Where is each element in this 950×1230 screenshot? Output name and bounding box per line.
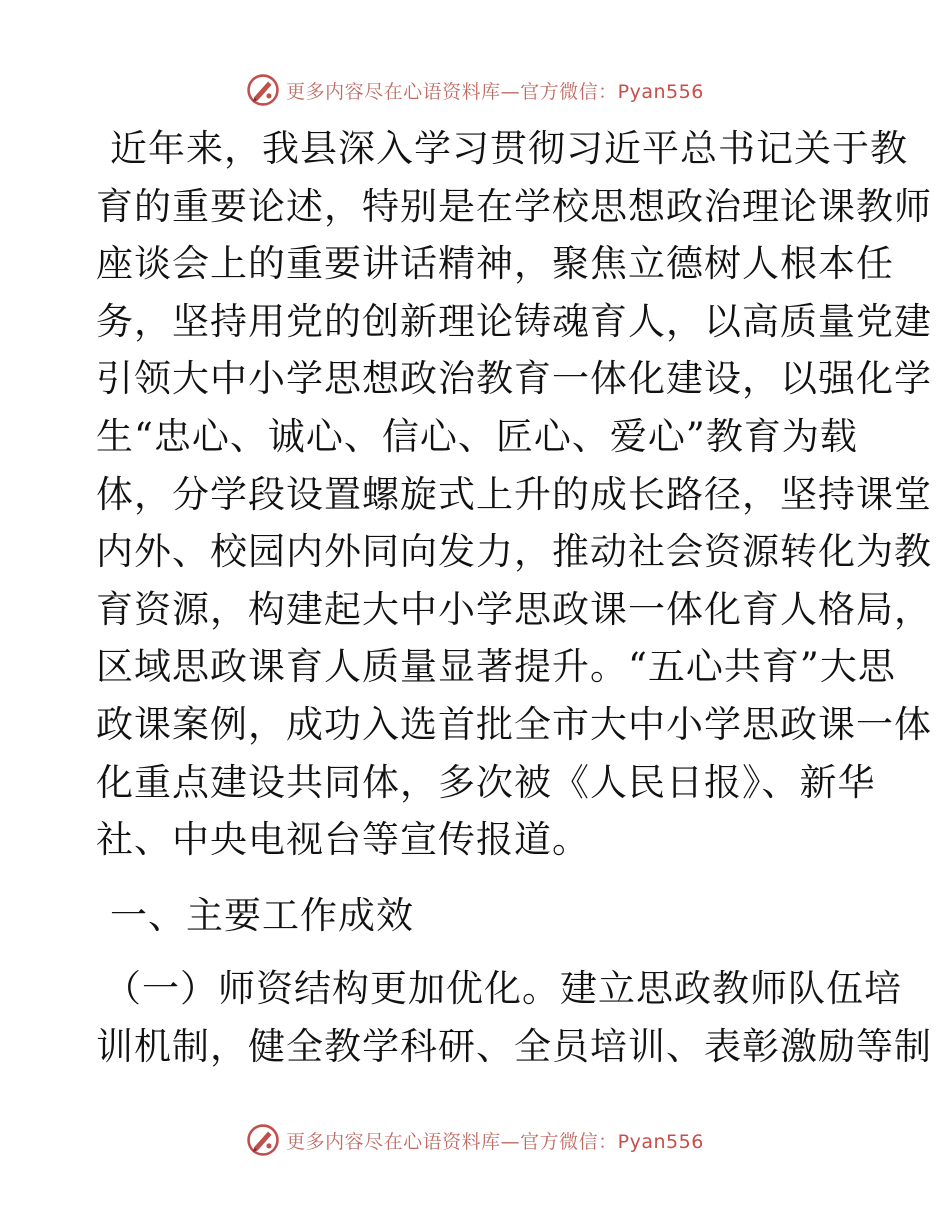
document-body (96, 120, 932, 1076)
watermark-text: 更多内容尽在心语资料库—官方微信：Pyan556 (286, 1130, 704, 1153)
paragraph-line: 引领大中小学思想政治教育一体化建设，以强化学 (96, 357, 932, 401)
pen-logo-icon (246, 73, 280, 107)
paragraph-line: 化重点建设共同体，多次被《人民日报》、新华 (96, 760, 876, 804)
paragraph-line: 近年来，我县深入学习贯彻习近平总书记关于教 (110, 127, 908, 170)
paragraph-line: （一）师资结构更加优化。建立思政教师队伍培 (104, 967, 902, 1011)
paragraph-line: 社、中央电视台等宣传报道。 (96, 818, 590, 862)
paragraph-line: 务，坚持用党的创新理论铸魂育人，以高质量党建 (96, 299, 932, 343)
header-watermark (0, 70, 950, 110)
paragraph-line: 育资源，构建起大中小学思政课一体化育人格局， (96, 587, 932, 631)
pen-logo-icon (246, 1123, 280, 1157)
paragraph-line: 座谈会上的重要讲话精神，聚焦立德树人根本任 (96, 242, 894, 286)
section-heading: 一、主要工作成效 (110, 893, 414, 937)
section-paragraph (96, 960, 932, 1075)
paragraph-line: 内外、校园内外同向发力，推动社会资源转化为教 (96, 530, 932, 574)
paragraph-line: 区域思政课育人质量显著提升。“五心共育”大思 (96, 645, 896, 689)
intro-paragraph (96, 120, 932, 869)
paragraph-line: 生“忠心、诚心、信心、匠心、爱心”教育为载 (96, 414, 858, 458)
paragraph-line: 政课案例，成功入选首批全市大中小学思政课一体 (96, 702, 932, 746)
footer-watermark (0, 1120, 950, 1160)
paragraph-line: 体，分学段设置螺旋式上升的成长路径，坚持课堂 (96, 472, 932, 516)
watermark-text: 更多内容尽在心语资料库—官方微信：Pyan556 (286, 80, 704, 103)
paragraph-line: 育的重要论述，特别是在学校思想政治理论课教师 (96, 184, 932, 228)
paragraph-line: 训机制，健全教学科研、全员培训、表彰激励等制 (96, 1024, 932, 1068)
